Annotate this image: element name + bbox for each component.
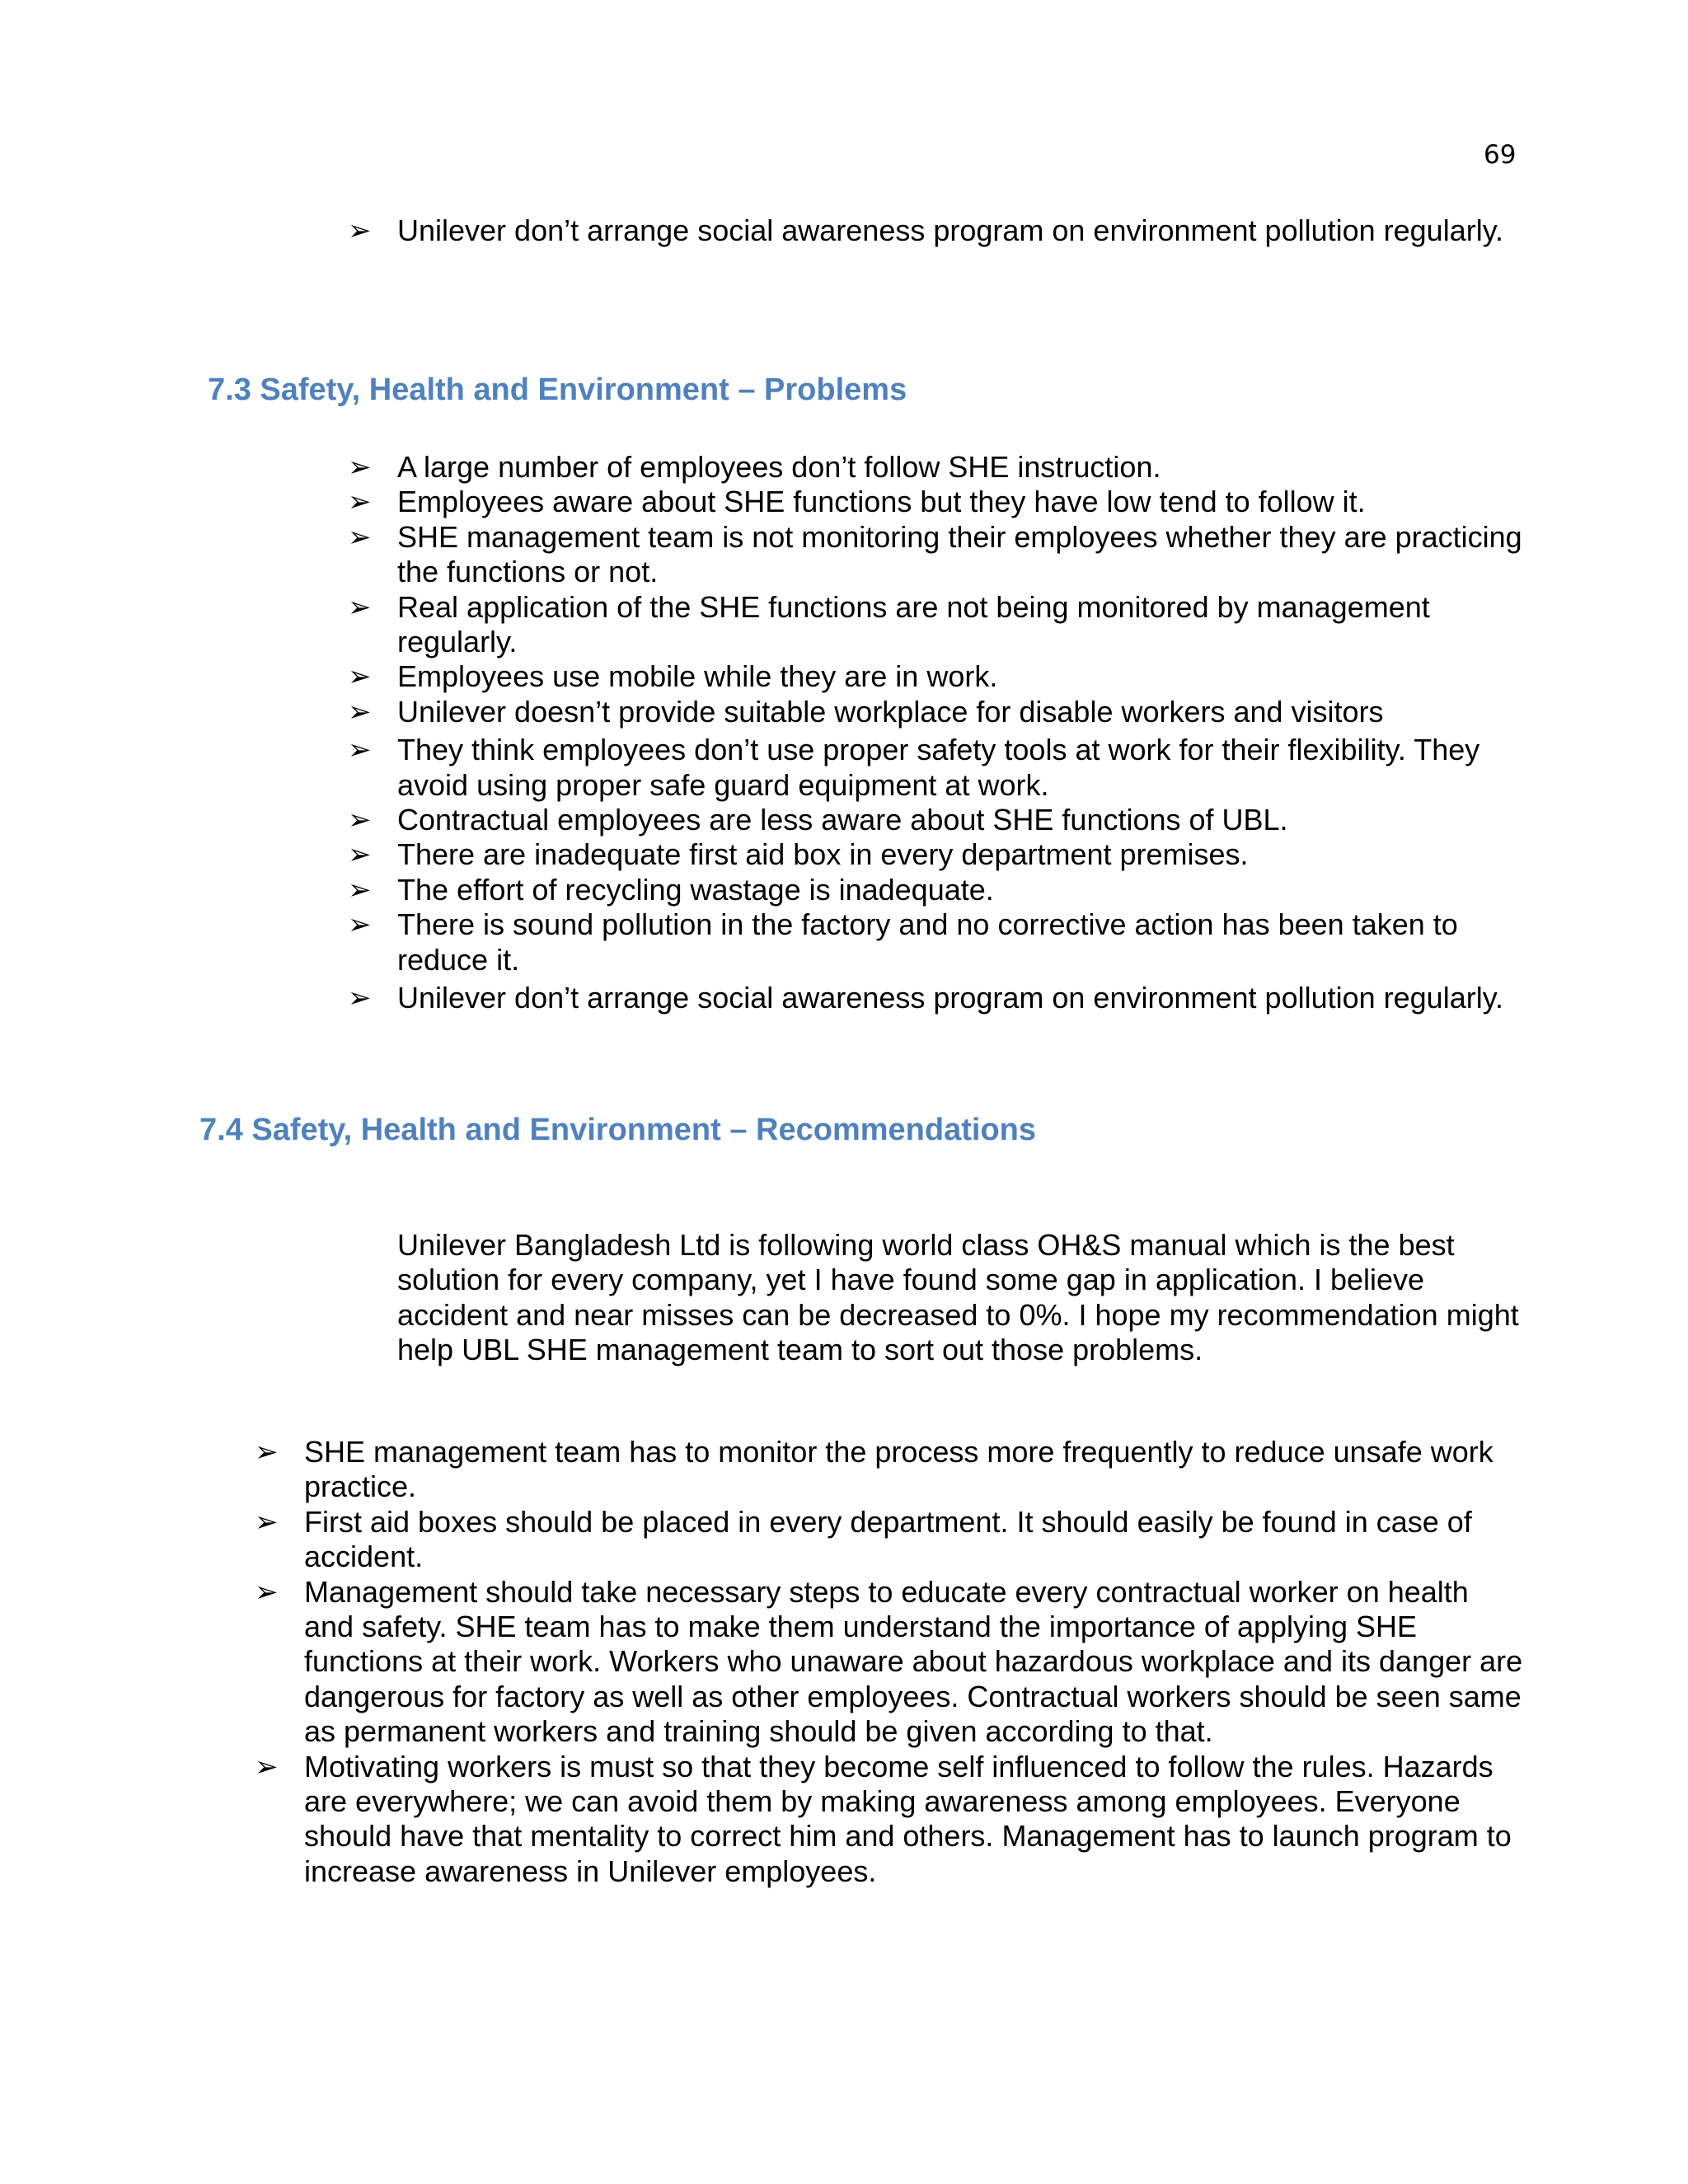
list-item [255,1435,1524,1505]
list-item [348,450,1535,485]
arrow-bullet-icon: ➢ [348,660,372,694]
list-item-text: Employees aware about SHE functions but they have low tend to follow it. [397,485,1366,519]
arrow-bullet-icon: ➢ [255,1750,279,1783]
arrow-bullet-icon: ➢ [255,1505,279,1539]
list-item-text: There is sound pollution in the factory and no corrective action has been taken to reduce it. [397,907,1458,977]
list-item-text: Employees use mobile while they are in work. [397,659,998,694]
arrow-bullet-icon: ➢ [348,214,372,247]
arrow-bullet-icon: ➢ [348,485,372,519]
section-heading-recommendations: 7.4 Safety, Health and Environment – Recommendations [199,1113,1036,1147]
list-item [348,213,1535,248]
section-heading-problems: 7.3 Safety, Health and Environment – Problems [208,373,907,407]
list-item-text: The effort of recycling wastage is inadequate. [397,872,994,907]
recommendations-intro-paragraph: Unilever Bangladesh Ltd is following world class OH&S manual which is the best solution for every company, yet I have found some gap in application. I believe accident and near misses can be decreased to 0%. I hope my recommendation might help UBL SHE management team to sort out those problems. [397,1228,1519,1367]
arrow-bullet-icon: ➢ [255,1575,279,1609]
arrow-bullet-icon: ➢ [348,908,372,942]
arrow-bullet-icon: ➢ [348,982,372,1015]
list-item [348,872,1535,907]
list-item [255,1574,1524,1750]
list-item-text: Motivating workers is must so that they become self influenced to follow the rules. Hazards are everywhere; we can avoid them by making awareness among employees. Everyone should have that mentality to correct him and others. Management has to launch program to increase awareness in Unilever employees. [304,1749,1512,1888]
list-item-text: Unilever doesn’t provide suitable workplace for disable workers and visitors [397,694,1384,729]
list-item [255,1504,1524,1575]
list-item-text: Unilever don’t arrange social awareness program on environment pollution regularly. [397,981,1504,1015]
list-item-text: Management should take necessary steps to educate every contractual worker on health and safety. SHE team has to make them understand the importance of applying SHE functions at their work. Workers who unaware about hazardous workplace and its danger are dangerous for factory as well as other employees. Contractual workers should be seen same as permanent workers and training should be given according to that. [304,1574,1523,1749]
list-item-text: Contractual employees are less aware about SHE functions of UBL. [397,803,1288,837]
list-item [348,519,1535,590]
arrow-bullet-icon: ➢ [348,695,372,729]
list-item [348,907,1535,977]
arrow-bullet-icon: ➢ [348,590,372,624]
list-item [348,485,1535,519]
list-item-text: They think employees don’t use proper safety tools at work for their flexibility. They avoid using proper safe guard equipment at work. [397,733,1480,802]
problems-list [348,450,1535,1016]
list-item-text: SHE management team is not monitoring their employees whether they are practicing the functions or not. [397,519,1522,589]
arrow-bullet-icon: ➢ [348,451,372,484]
continued-bullet-list [348,213,1535,248]
list-item-text: A large number of employees don’t follow SHE instruction. [397,450,1161,484]
arrow-bullet-icon: ➢ [348,733,372,767]
list-item [348,837,1535,872]
list-item [348,981,1535,1015]
arrow-bullet-icon: ➢ [255,1436,279,1469]
page-number: 69 [1484,140,1517,170]
list-item-text: Real application of the SHE functions are not being monitored by management regularly. [397,589,1430,659]
arrow-bullet-icon: ➢ [348,804,372,837]
list-item [348,659,1535,694]
list-item-text: First aid boxes should be placed in every department. It should easily be found in case of accident. [304,1504,1472,1574]
list-item [348,733,1535,803]
recommendations-list [255,1435,1524,1889]
arrow-bullet-icon: ➢ [348,873,372,907]
list-item [348,803,1535,837]
list-item [348,694,1535,729]
list-item-text: Unilever don’t arrange social awareness program on environment pollution regularly. [397,213,1504,247]
list-item-text: There are inadequate first aid box in every department premises. [397,837,1249,872]
list-item [348,589,1535,660]
arrow-bullet-icon: ➢ [348,838,372,872]
list-item-text: SHE management team has to monitor the process more frequently to reduce unsafe work practice. [304,1435,1493,1504]
list-item [255,1749,1524,1890]
arrow-bullet-icon: ➢ [348,520,372,554]
